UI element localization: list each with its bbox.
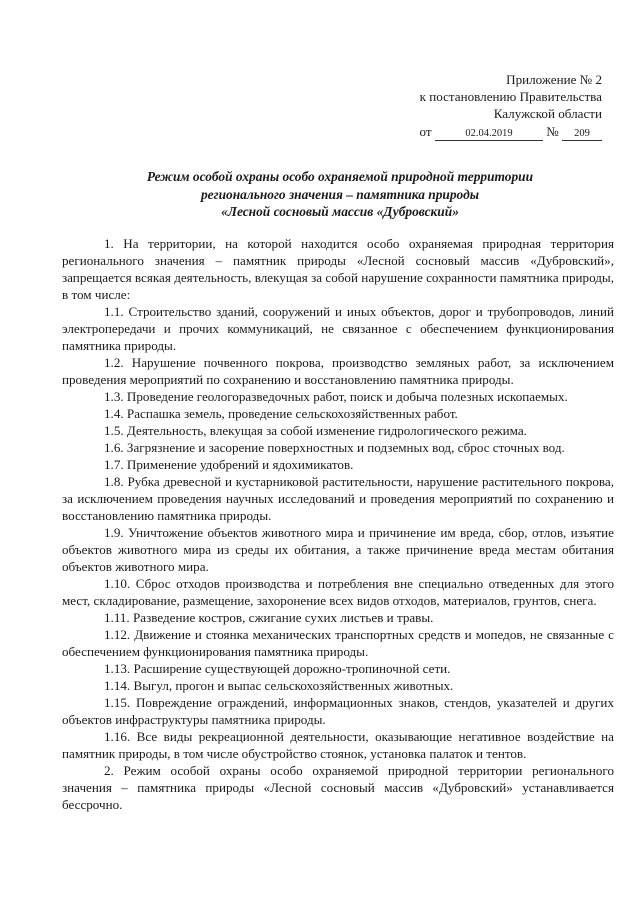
paragraph: 1.2. Нарушение почвенного покрова, производство земляных работ, за исключением проведения мероприятий по сохранению и восстановлению памятника природы. bbox=[62, 355, 614, 387]
number-sign: № bbox=[546, 123, 559, 139]
appendix-date-line bbox=[372, 123, 602, 141]
title-line-2: регионального значения – памятника природы bbox=[200, 186, 480, 202]
paragraph: 1.13. Расширение существующей дорожно-тропиночной сети. bbox=[104, 661, 451, 676]
paragraph: 1.9. Уничтожение объектов животного мира и причинение им вреда, сбор, отлов, изъятие объектов животного мира из среды их обитания, а также причинение вреда местам обитания объектов животного мира. bbox=[62, 525, 614, 574]
paragraph: 1.4. Распашка земель, проведение сельскохозяйственных работ. bbox=[104, 406, 458, 421]
date-prefix: от bbox=[419, 123, 432, 139]
document-body bbox=[62, 235, 614, 813]
paragraph: 1. На территории, на которой находится особо охраняемая природная территория регионального значения – памятник природы «Лесной сосновый массив «Дубровский», запрещается всякая деятельность, влекущая за собой нарушение сохранности памятника природы, в том числе: bbox=[62, 236, 614, 302]
appendix-header bbox=[372, 71, 602, 141]
paragraph: 1.8. Рубка древесной и кустарниковой растительности, нарушение растительного покрова, за исключением проведения научных исследований и проведения мероприятий по сохранению и восстановлению памятника природы. bbox=[62, 474, 614, 523]
document-title bbox=[60, 168, 620, 221]
title-line-1: Режим особой охраны особо охраняемой природной территории bbox=[146, 169, 534, 184]
paragraph: 1.6. Загрязнение и засорение поверхностных и подземных вод, сброс сточных вод. bbox=[104, 440, 565, 455]
paragraph: 1.16. Все виды рекреационной деятельности, оказывающие негативное воздействие на памятник природы, в том числе обустройство стоянок, установка палаток и тентов. bbox=[62, 729, 614, 761]
paragraph: 2. Режим особой охраны особо охраняемой природной территории регионального значения – памятника природы «Лесной сосновый массив «Дубровский» устанавливается бессрочно. bbox=[62, 763, 614, 812]
title-line-3: «Лесной сосновый массив «Дубровский» bbox=[221, 204, 459, 219]
paragraph: 1.14. Выгул, прогон и выпас сельскохозяйственных животных. bbox=[104, 678, 454, 693]
resolution-number: 209 bbox=[562, 128, 602, 141]
paragraph: 1.11. Разведение костров, сжигание сухих листьев и травы. bbox=[104, 610, 434, 625]
paragraph: 1.10. Сброс отходов производства и потребления вне специально отведенных для этого мест, складирование, размещение, захоронение всех видов отходов, материалов, грунтов, снега. bbox=[62, 576, 614, 608]
appendix-region: Калужской области bbox=[493, 106, 602, 122]
appendix-resolution-ref: к постановлению Правительства bbox=[419, 89, 602, 105]
resolution-date: 02.04.2019 bbox=[435, 128, 543, 141]
paragraph: 1.15. Повреждение ограждений, информационных знаков, стендов, указателей и других объектов инфраструктуры памятника природы. bbox=[62, 695, 614, 727]
paragraph: 1.1. Строительство зданий, сооружений и иных объектов, дорог и трубопроводов, линий электропередачи и прочих коммуникаций, не связанное с обеспечением функционирования памятника природы. bbox=[62, 304, 614, 353]
paragraph: 1.5. Деятельность, влекущая за собой изменение гидрологического режима. bbox=[104, 423, 527, 438]
paragraph: 1.3. Проведение геологоразведочных работ, поиск и добыча полезных ископаемых. bbox=[104, 389, 568, 404]
appendix-title: Приложение № 2 bbox=[506, 72, 602, 87]
paragraph: 1.7. Применение удобрений и ядохимикатов. bbox=[104, 457, 354, 472]
paragraph: 1.12. Движение и стоянка механических транспортных средств и мопедов, не связанные с обеспечением функционирования памятника природы. bbox=[62, 627, 614, 659]
